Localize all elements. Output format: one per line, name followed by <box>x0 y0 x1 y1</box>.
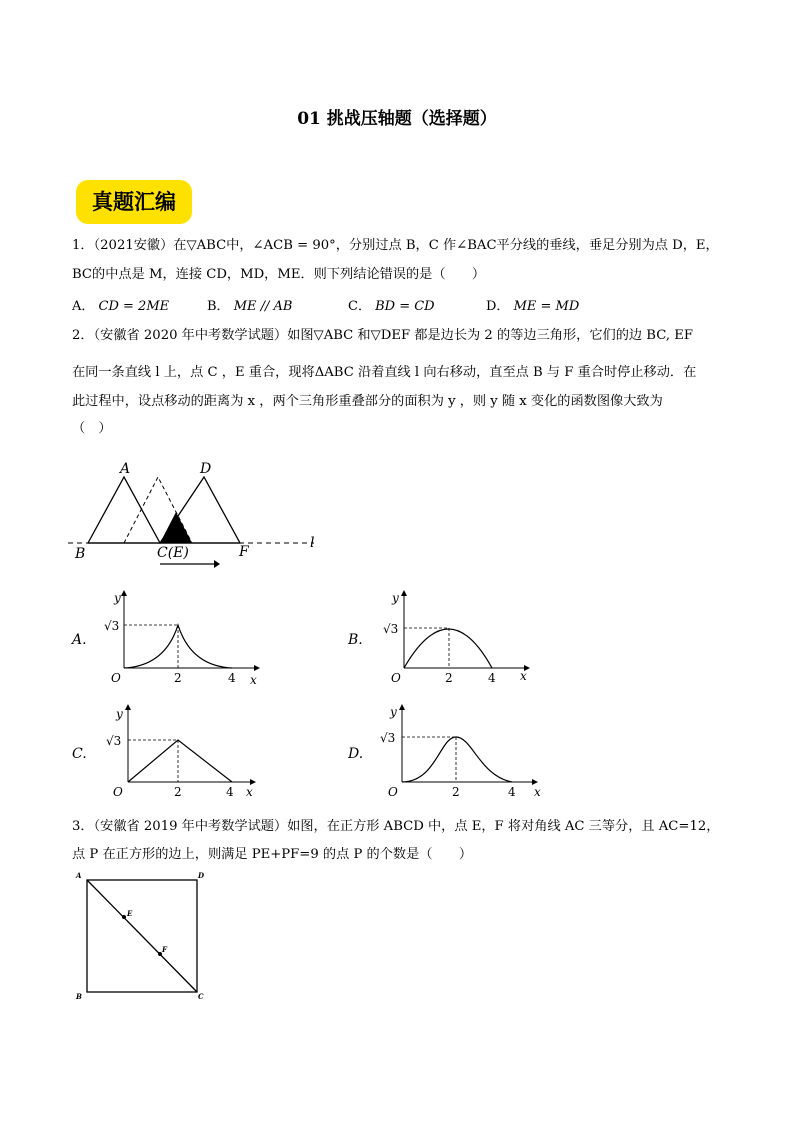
q1-option-c <box>348 295 435 314</box>
q2-triangle-figure <box>64 456 334 576</box>
sq-label-a: A <box>76 871 82 880</box>
graph-b-tick2: 2 <box>445 671 453 685</box>
q1-option-a-label: A． <box>72 299 95 314</box>
q2-line1: 2．（安徽省 2020 年中考数学试题）如图▽ABC 和▽DEF 都是边长为 2 的等边三角形，它们的边 BC, EF <box>72 328 693 343</box>
sq-label-e: E <box>127 909 133 918</box>
label-l: l <box>310 535 315 551</box>
label-ce: C(E) <box>157 545 189 561</box>
q3-line1: 3．（安徽省 2019 年中考数学试题）如图，在正方形 ABCD 中，点 E，F 将对角线 AC 三等分，且 AC=12， <box>72 819 720 834</box>
graph-c-option: C. <box>72 746 87 762</box>
graph-c-max: √3 <box>106 734 122 748</box>
q1-option-c-label: C． <box>348 299 371 314</box>
q2-line2: 在同一条直线 l 上，点 C ，E 重合，现将ΔABC 沿着直线 l 向右移动，直至点 B 与 F 重合时停止移动．在 <box>72 365 697 380</box>
graph-d-y: y <box>390 705 397 719</box>
graph-a-option: A. <box>72 632 87 648</box>
q1-line1: 1．（2021安徽）在▽ABC中，∠ACB = 90°，分别过点 B，C 作∠BAC平分线的垂线，垂足分别为点 D，E， <box>72 238 719 253</box>
graph-d-x: x <box>534 785 541 799</box>
label-d: D <box>200 461 212 477</box>
sq-label-c: C <box>198 992 204 1001</box>
graph-d-max: √3 <box>380 731 396 745</box>
graph-c-x: x <box>246 785 253 799</box>
q1-option-d-label: D． <box>486 299 510 314</box>
q1-option-a-text: CD = 2ME <box>98 299 170 314</box>
q1-option-b <box>207 295 292 314</box>
label-b: B <box>75 546 86 562</box>
q2-line4: （ ） <box>72 421 112 436</box>
graph-d-option: D. <box>348 746 364 762</box>
point-e <box>122 915 126 919</box>
q2-graph-d <box>346 704 546 804</box>
section-badge-label: 真题汇编 <box>92 190 176 214</box>
q1-option-a <box>72 295 169 314</box>
q2-line3: 此过程中，设点移动的距离为 x ，两个三角形重叠部分的面积为 y ，则 y 随 x 变化的函数图像大致为 <box>72 394 663 409</box>
graph-a-origin: O <box>111 671 121 685</box>
graph-b-max: √3 <box>383 622 399 636</box>
triangle-abc <box>88 477 160 543</box>
q2-graph-b <box>346 590 536 690</box>
q3-line2: 点 P 在正方形的边上，则满足 PE+PF=9 的点 P 的个数是（ ） <box>72 847 473 862</box>
q2-graph-a <box>70 590 260 690</box>
graph-d-tick2: 2 <box>452 785 460 799</box>
sq-label-f: F <box>162 945 167 954</box>
graph-b-option: B. <box>348 632 363 648</box>
graph-c-origin: O <box>113 785 123 799</box>
q1-line2: BC的中点是 M，连接 CD，MD，ME．则下列结论错误的是（ ） <box>72 267 486 282</box>
graph-b-y: y <box>392 591 399 605</box>
graph-a-tick2: 2 <box>174 671 182 685</box>
q1-option-c-text: BD = CD <box>375 299 435 314</box>
graph-c-tick4: 4 <box>226 785 234 799</box>
graph-d-origin: O <box>388 785 398 799</box>
section-badge <box>76 180 192 224</box>
q1-option-b-text: ME // AB <box>233 299 293 314</box>
label-a: A <box>120 461 131 477</box>
graph-c-tick2: 2 <box>174 785 182 799</box>
graph-a-x: x <box>250 673 257 687</box>
graph-a-y: y <box>114 591 121 605</box>
graph-b-origin: O <box>391 671 401 685</box>
q3-square-figure <box>70 868 220 1008</box>
q1-option-b-label: B． <box>207 299 230 314</box>
graph-b-tick4: 4 <box>488 671 496 685</box>
graph-b-x: x <box>520 669 527 683</box>
label-f: F <box>239 544 249 560</box>
overlap-region <box>160 512 192 543</box>
graph-d-tick4: 4 <box>508 785 516 799</box>
sq-label-d: D <box>198 871 205 880</box>
q1-option-d <box>486 295 579 314</box>
q1-option-d-text: ME = MD <box>513 299 580 314</box>
graph-a-tick4: 4 <box>228 671 236 685</box>
sq-label-b: B <box>76 992 82 1001</box>
page-title: 01 挑战压轴题（选择题） <box>297 109 497 129</box>
graph-c-y: y <box>116 707 123 721</box>
graph-a-max: √3 <box>104 619 120 633</box>
diagonal-ac <box>87 880 197 992</box>
q2-graph-c <box>70 704 260 804</box>
